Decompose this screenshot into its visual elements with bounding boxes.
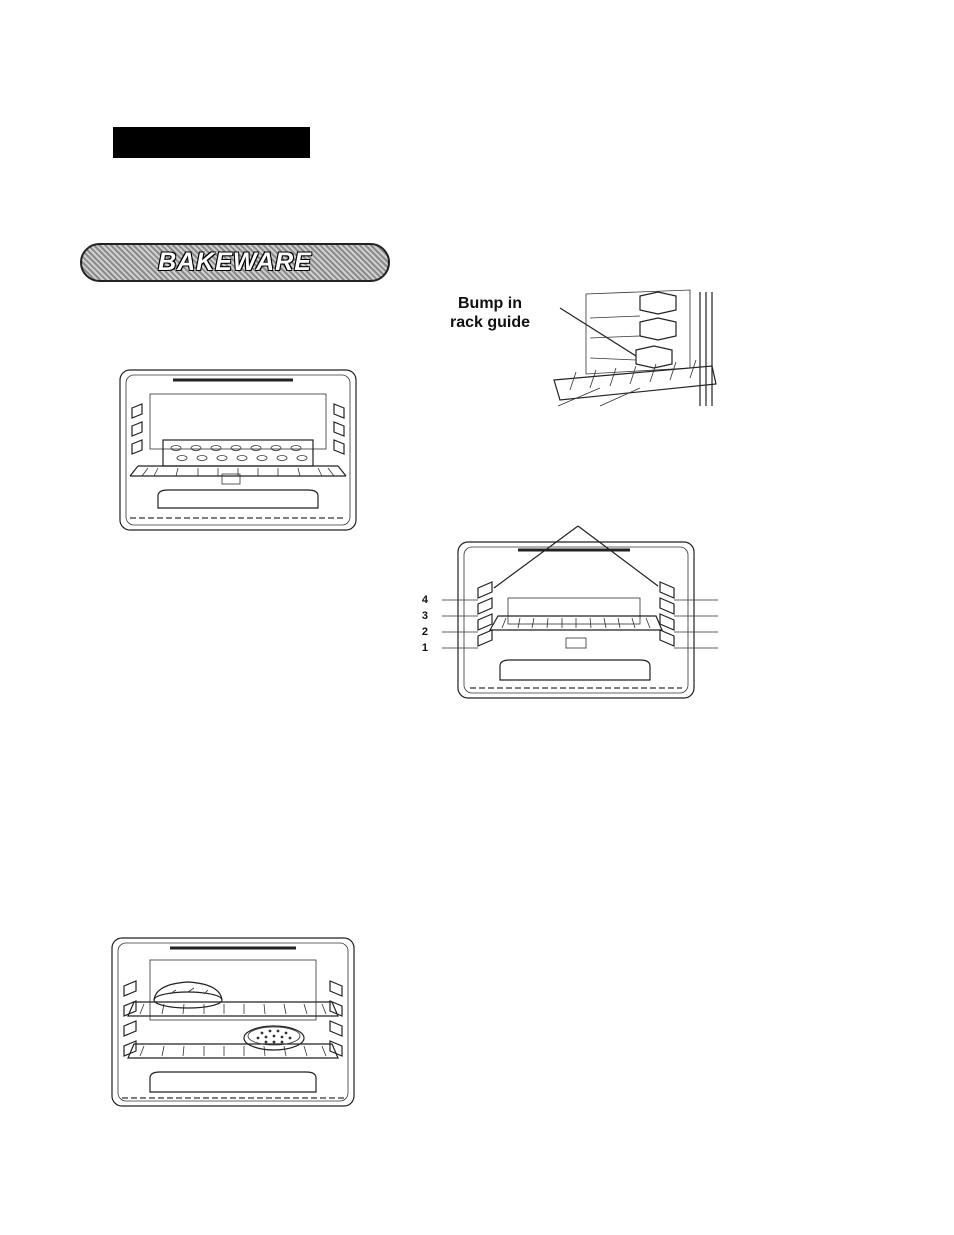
oven-two-racks-pies-figure xyxy=(110,936,356,1108)
rack-position-label: 3 xyxy=(421,610,428,622)
bump-callout-line-1: Bump in xyxy=(458,295,522,312)
rack-position-label: 2 xyxy=(421,626,428,638)
rack-positions-figure xyxy=(430,520,720,702)
rack-position-label: 4 xyxy=(421,594,428,606)
oven-cookie-sheet-figure xyxy=(118,368,358,532)
header-black-bar xyxy=(113,127,310,158)
section-title: BAKEWARE xyxy=(158,248,312,276)
section-banner xyxy=(80,243,390,282)
rack-guide-closeup-figure xyxy=(540,288,722,410)
bump-callout xyxy=(440,294,540,332)
bump-callout-line-2: rack guide xyxy=(449,314,531,331)
rack-position-label: 1 xyxy=(421,642,428,654)
